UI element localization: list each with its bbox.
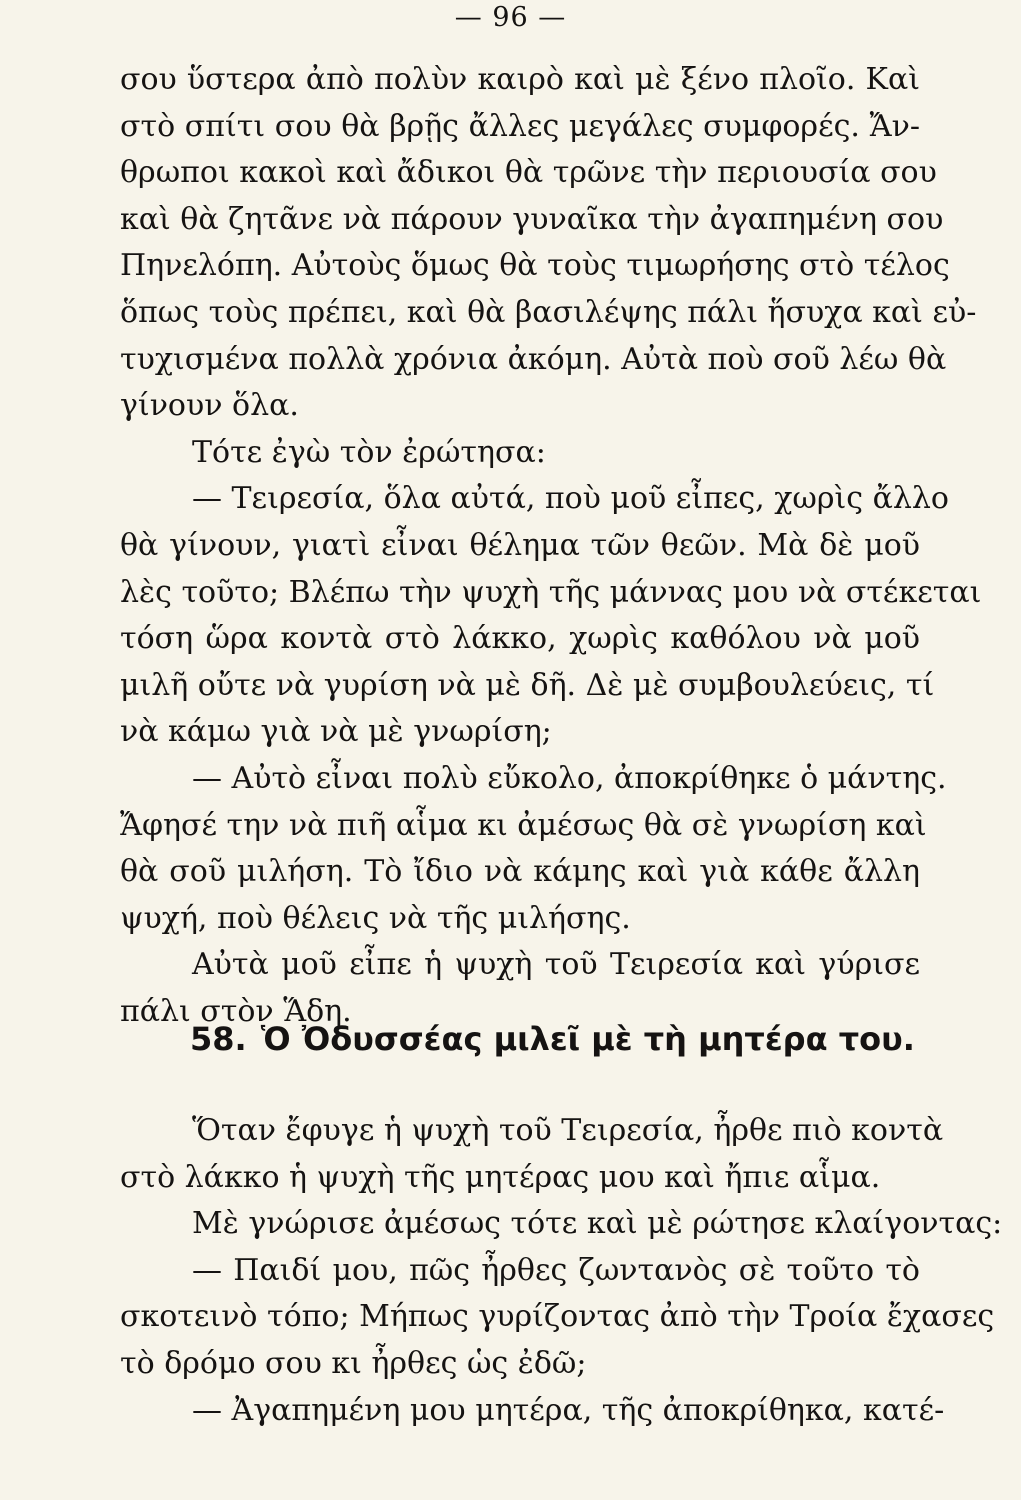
text-line: Πηνελόπη. Αὐτοὺς ὅμως θὰ τοὺς τιμωρήσης στὸ τέλος: [120, 248, 950, 284]
text-line: Τότε ἐγὼ τὸν ἐρώτησα:: [192, 434, 546, 470]
section-title: Ὁ Ὀδυσσέας μιλεῖ μὲ τὴ μητέρα του.: [260, 1020, 915, 1058]
text-line: Αὐτὰ μοῦ εἶπε ἡ ψυχὴ τοῦ Τειρεσία καὶ γύρισε: [192, 947, 920, 983]
text-line: τόση ὥρα κοντὰ στὸ λάκκο, χωρὶς καθόλου νὰ μοῦ: [120, 621, 920, 657]
top-paragraph: [120, 57, 982, 1035]
text-line: νὰ κάμω γιὰ νὰ μὲ γνωρίση;: [120, 714, 552, 750]
text-line: Ἄφησέ την νὰ πιῆ αἷμα κι ἀμέσως θὰ σὲ γνωρίση καὶ: [120, 807, 927, 843]
text-line: τυχισμένα πολλὰ χρόνια ἀκόμη. Αὐτὰ ποὺ σοῦ λέω θὰ: [120, 341, 947, 377]
page-number: — 96 —: [454, 2, 567, 33]
text-line: λὲς τοῦτο; Βλέπω τὴν ψυχὴ τῆς μάννας μου νὰ στέκεται: [120, 574, 982, 610]
text-line: — Αὐτὸ εἶναι πολὺ εὔκολο, ἀποκρίθηκε ὁ μάντης.: [192, 760, 947, 796]
text-line: ψυχή, ποὺ θέλεις νὰ τῆς μιλήσης.: [120, 900, 631, 936]
section-number: 58.: [190, 1020, 247, 1058]
text-line: — Παιδί μου, πῶς ἦρθες ζωντανὸς σὲ τοῦτο τὸ: [192, 1252, 920, 1288]
text-line: Μὲ γνώρισε ἀμέσως τότε καὶ μὲ ρώτησε κλαίγοντας:: [192, 1206, 1003, 1242]
text-line: μιλῆ οὔτε νὰ γυρίση νὰ μὲ δῆ. Δὲ μὲ συμβουλεύεις, τί: [120, 667, 935, 703]
text-line: ὅπως τοὺς πρέπει, καὶ θὰ βασιλέψης πάλι ἥσυχα καὶ εὐ-: [120, 294, 977, 330]
section-heading: [190, 1014, 915, 1064]
text-line: — Ἀγαπημένη μου μητέρα, τῆς ἀποκρίθηκα, κατέ-: [192, 1392, 945, 1428]
text-line: πάλι στὸν Ἅδη.: [120, 993, 352, 1029]
text-line: θὰ σοῦ μιλήση. Τὸ ἴδιο νὰ κάμης καὶ γιὰ κάθε ἄλλη: [120, 854, 920, 890]
text-line: στὸ σπίτι σου θὰ βρῇς ἄλλες μεγάλες συμφορές. Ἄν-: [120, 108, 920, 144]
text-line: σου ὕστερα ἀπὸ πολὺν καιρὸ καὶ μὲ ξένο πλοῖο. Καὶ: [120, 62, 920, 97]
text-line: στὸ λάκκο ἡ ψυχὴ τῆς μητέρας μου καὶ ἤπιε αἷμα.: [120, 1159, 881, 1195]
text-line: — Τειρεσία, ὅλα αὐτά, ποὺ μοῦ εἶπες, χωρὶς ἄλλο: [192, 481, 949, 517]
text-line: τὸ δρόμο σου κι ἦρθες ὡς ἐδῶ;: [120, 1345, 587, 1381]
text-line: θὰ γίνουν, γιατὶ εἶναι θέλημα τῶν θεῶν. Μὰ δὲ μοῦ: [120, 527, 920, 563]
text-line: γίνουν ὅλα.: [120, 388, 299, 424]
bottom-paragraph: [120, 1108, 1003, 1434]
text-line: καὶ θὰ ζητᾶνε νὰ πάρουν γυναῖκα τὴν ἀγαπημένη σου: [120, 201, 944, 237]
text-line: Ὅταν ἔφυγε ἡ ψυχὴ τοῦ Τειρεσία, ἦρθε πιὸ κοντὰ: [192, 1113, 944, 1148]
text-line: θρωποι κακοὶ καὶ ἄδικοι θὰ τρῶνε τὴν περιουσία σου: [120, 155, 937, 191]
text-line: σκοτεινὸ τόπο; Μήπως γυρίζοντας ἀπὸ τὴν Τροία ἔχασες: [120, 1299, 995, 1335]
